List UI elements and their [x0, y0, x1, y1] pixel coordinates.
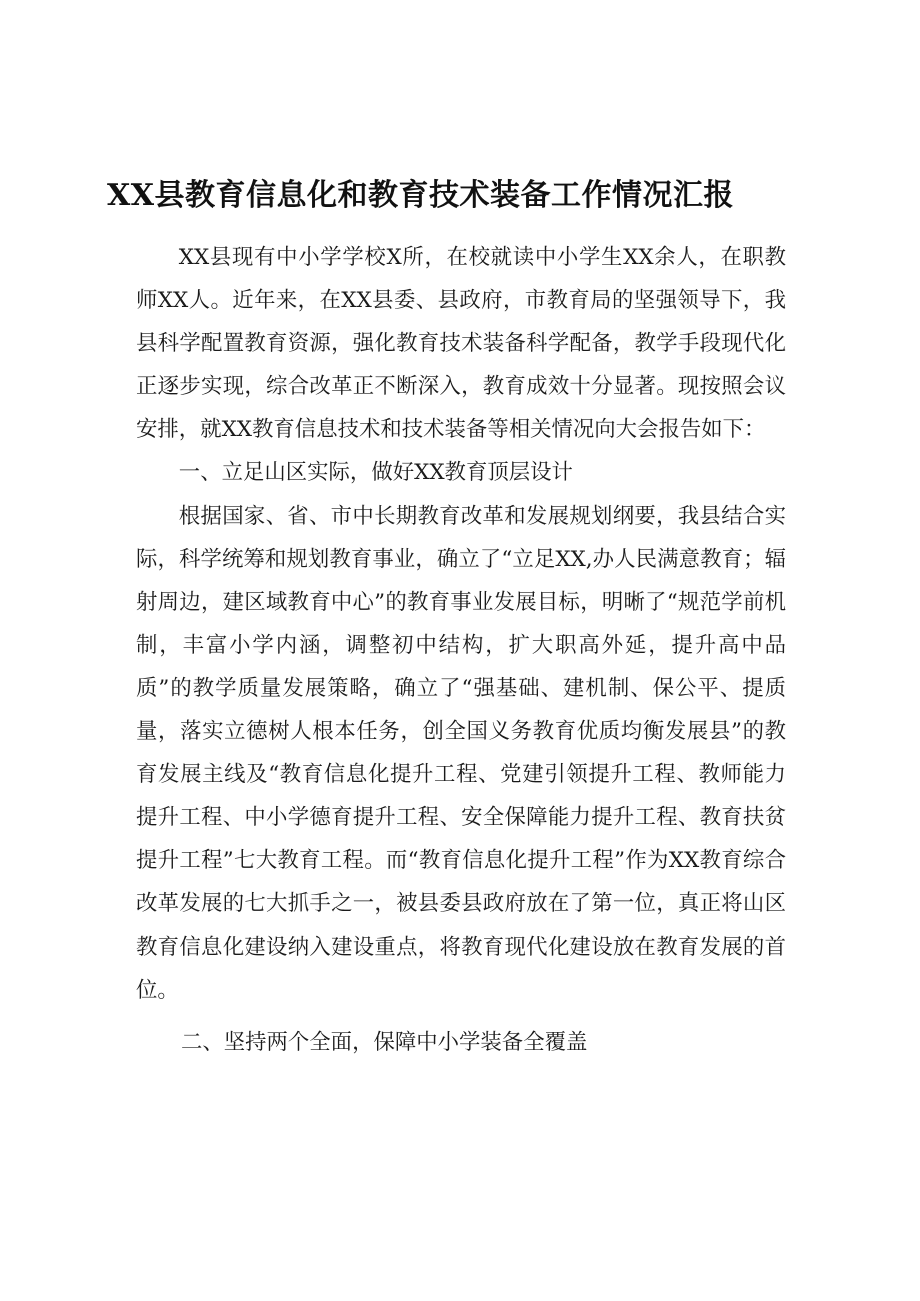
section-2-heading: 二、坚持两个全面，保障中小学装备全覆盖 — [180, 1029, 588, 1055]
intro-paragraph: XX县现有中小学学校X所，在校就读中小学生XX余人，在职教师XX人。近年来，在XX县委、县政府，市教育局的坚强领导下，我县科学配置教育资源，强化教育技术装备科学配备，教学手段现代化正逐步实现，综合改革正不断深入，教育成效十分显著。现按照会议安排，就XX教育信息技术和技术装备等相关情况向大会报告如下： — [136, 245, 786, 443]
section-1-heading: 一、立足山区实际，做好XX教育顶层设计 — [178, 460, 573, 486]
section-1-paragraph: 根据国家、省、市中长期教育改革和发展规划纲要，我县结合实际，科学统筹和规划教育事业，确立了“立足XX,办人民满意教育；辐射周边，建区域教育中心”的教育事业发展目标，明晰了“规范学前机制，丰富小学内涵，调整初中结构，扩大职高外延，提升高中品质”的教学质量发展策略，确立了“强基础、建机制、保公平、提质量，落实立德树人根本任务，创全国义务教育优质均衡发展县”的教育发展主线及“教育信息化提升工程、党建引领提升工程、教师能力提升工程、中小学德育提升工程、安全保障能力提升工程、教育扶贫提升工程”七大教育工程。而“教育信息化提升工程”作为XX教育综合改革发展的七大抓手之一，被县委县政府放在了第一位，真正将山区教育信息化建设纳入建设重点，将教育现代化建设放在教育发展的首位。 — [136, 503, 786, 1003]
document-title: XX县教育信息化和教育技术装备工作情况汇报 — [107, 178, 735, 213]
document-body — [136, 233, 786, 1064]
